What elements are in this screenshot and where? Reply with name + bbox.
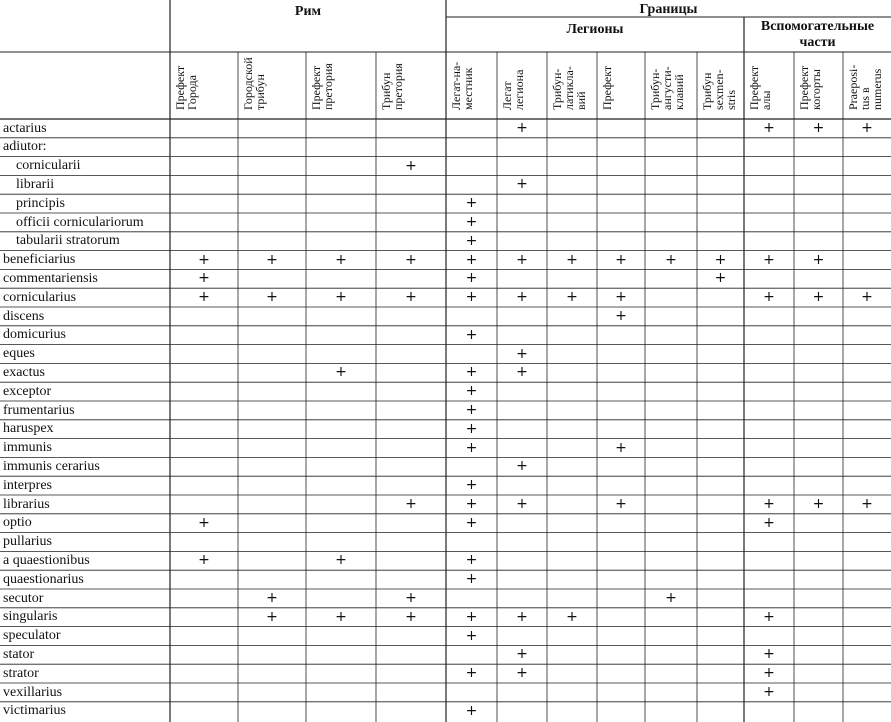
column-header-line: Префект <box>797 65 811 110</box>
plus-mark: + <box>465 477 478 494</box>
plus-mark: + <box>405 289 417 306</box>
row-label: officii corniculariorum <box>16 214 144 230</box>
plus-mark: + <box>465 608 478 625</box>
plus-mark: + <box>465 627 478 644</box>
column-header-line: Префект <box>173 65 187 110</box>
row-label: singularis <box>3 609 58 625</box>
plus-mark: + <box>763 646 775 663</box>
row-label: quaestionarius <box>3 571 84 587</box>
row-label: discens <box>3 308 45 324</box>
column-header-line: претория <box>391 63 405 110</box>
row-label: interpres <box>3 477 52 493</box>
plus-mark: + <box>198 552 210 569</box>
column-header-line: когорты <box>809 69 823 110</box>
plus-mark: + <box>665 590 677 606</box>
column-header-line: местник <box>461 67 475 110</box>
column-header-line: алы <box>759 90 773 110</box>
group-header-auxilia <box>744 19 891 51</box>
column-header-line: Городской <box>241 57 255 110</box>
plus-mark: + <box>465 270 478 287</box>
row-label: strator <box>3 665 39 681</box>
plus-mark: + <box>465 195 478 212</box>
plus-mark: + <box>405 608 417 625</box>
column-header-line: Трибун- <box>550 68 564 110</box>
row-label: optio <box>3 515 32 531</box>
plus-mark: + <box>763 665 775 682</box>
plus-mark: + <box>465 552 478 569</box>
column-header-line: ангусти- <box>660 66 674 110</box>
plus-mark: + <box>516 496 528 512</box>
plus-mark: + <box>566 608 578 625</box>
plus-mark: + <box>516 665 528 682</box>
plus-mark: + <box>615 289 627 306</box>
plus-mark: + <box>763 496 775 512</box>
plus-mark: + <box>465 289 478 306</box>
row-label: eques <box>3 346 35 362</box>
plus-mark: + <box>615 308 627 324</box>
column-header-line: претория <box>321 63 335 110</box>
row-label: exactus <box>3 364 45 380</box>
group-header-frontier: Границы <box>639 2 698 17</box>
plus-mark: + <box>516 364 528 381</box>
plus-mark: + <box>566 289 578 306</box>
row-label: frumentarius <box>3 402 75 418</box>
plus-mark: + <box>763 251 775 268</box>
row-label: a quaestionibus <box>3 552 90 568</box>
plus-mark: + <box>266 608 278 625</box>
plus-mark: + <box>516 176 528 193</box>
plus-mark: + <box>465 402 478 418</box>
row-label: pullarius <box>3 534 52 550</box>
plus-mark: + <box>763 514 775 531</box>
plus-mark: + <box>465 439 478 456</box>
plus-mark: + <box>516 289 528 306</box>
column-header-line: клавий <box>672 74 686 110</box>
plus-mark: + <box>763 608 775 625</box>
plus-mark: + <box>465 232 478 249</box>
column-header-line: tus в <box>858 87 872 110</box>
plus-mark: + <box>812 120 825 136</box>
plus-mark: + <box>198 289 210 306</box>
plus-mark: + <box>266 289 278 306</box>
plus-mark: + <box>516 608 528 625</box>
row-label: librarii <box>16 176 55 192</box>
plus-mark: + <box>198 514 210 531</box>
plus-mark: + <box>465 514 478 531</box>
column-header-line: Префект <box>747 65 761 110</box>
row-label: stator <box>3 646 35 662</box>
plus-mark: + <box>763 120 775 136</box>
column-header-line: трибун <box>253 74 267 110</box>
column-header-line: латикла- <box>562 66 576 110</box>
plus-mark: + <box>465 364 478 381</box>
plus-mark: + <box>465 665 478 682</box>
plus-mark: + <box>812 496 825 512</box>
plus-mark: + <box>516 345 528 362</box>
group-header-legions: Легионы <box>566 22 624 37</box>
row-label: beneficiarius <box>3 252 76 268</box>
plus-mark: + <box>198 251 210 268</box>
plus-mark: + <box>405 590 417 606</box>
column-header-line: Префект <box>309 65 323 110</box>
column-header-line: stris <box>724 89 738 110</box>
plus-mark: + <box>714 251 727 268</box>
plus-mark: + <box>516 458 528 475</box>
column-header-line: Praeposi- <box>846 64 860 110</box>
column-header-line: Трибун- <box>648 68 662 110</box>
row-label: speculator <box>3 628 61 644</box>
row-label: cornicularii <box>16 158 81 174</box>
column-header-line: numerus <box>870 68 884 110</box>
plus-mark: + <box>465 571 478 588</box>
plus-mark: + <box>405 496 417 512</box>
row-label: immunis cerarius <box>3 458 100 474</box>
group-header-auxilia-line2: части <box>799 35 836 50</box>
row-label: tabularii stratorum <box>16 233 120 249</box>
plus-mark: + <box>465 383 478 400</box>
plus-mark: + <box>335 289 347 306</box>
plus-mark: + <box>763 684 775 700</box>
row-label: principis <box>16 195 65 211</box>
plus-mark: + <box>861 289 873 306</box>
row-label: haruspex <box>3 421 54 437</box>
plus-mark: + <box>665 251 677 268</box>
plus-mark: + <box>465 420 478 437</box>
plus-mark: + <box>465 214 478 230</box>
row-label: commentariensis <box>3 270 98 286</box>
plus-mark: + <box>465 496 478 512</box>
plus-mark: + <box>615 496 627 512</box>
column-header-line: вий <box>574 91 588 110</box>
row-label: actarius <box>3 120 47 136</box>
plus-mark: + <box>516 120 528 136</box>
row-label: librarius <box>3 496 50 512</box>
plus-mark: + <box>335 608 347 625</box>
plus-mark: + <box>198 270 210 287</box>
plus-mark: + <box>266 590 278 606</box>
row-label: vexillarius <box>3 684 63 700</box>
row-label: victimarius <box>3 703 66 719</box>
plus-mark: + <box>615 439 627 456</box>
plus-mark: + <box>335 251 347 268</box>
row-label: secutor <box>3 590 44 606</box>
row-label: domicurius <box>3 327 66 343</box>
row-label: exceptor <box>3 383 52 399</box>
plus-mark: + <box>335 364 347 381</box>
plus-mark: + <box>405 157 417 174</box>
column-header-line: Трибун <box>379 72 393 110</box>
plus-mark: + <box>714 270 727 287</box>
plus-mark: + <box>763 289 775 306</box>
plus-mark: + <box>465 702 478 719</box>
row-label: adiutor: <box>3 139 47 155</box>
column-header-line: Легат-на- <box>449 61 463 110</box>
column-header-line: Префект <box>600 65 614 110</box>
row-label: immunis <box>3 440 53 456</box>
plus-mark: + <box>516 646 528 663</box>
plus-mark: + <box>266 251 278 268</box>
plus-mark: + <box>615 251 627 268</box>
plus-mark: + <box>405 251 417 268</box>
group-header-rome: Рим <box>294 4 322 19</box>
plus-mark: + <box>465 326 478 343</box>
plus-mark: + <box>566 251 578 268</box>
plus-mark: + <box>861 120 873 136</box>
column-header-line: sexmen- <box>712 69 726 110</box>
row-label: cornicularius <box>3 289 77 305</box>
column-header-line: легиона <box>512 69 526 110</box>
column-header-line: Легат <box>500 81 514 110</box>
plus-mark: + <box>516 251 528 268</box>
plus-mark: + <box>861 496 873 512</box>
plus-mark: + <box>465 251 478 268</box>
column-header-line: Трибун <box>700 72 714 110</box>
plus-mark: + <box>812 251 825 268</box>
plus-mark: + <box>335 552 347 569</box>
plus-mark: + <box>812 289 825 306</box>
column-header-line: Города <box>185 75 199 110</box>
group-header-auxilia-line1: Вспомогательные <box>760 19 875 34</box>
